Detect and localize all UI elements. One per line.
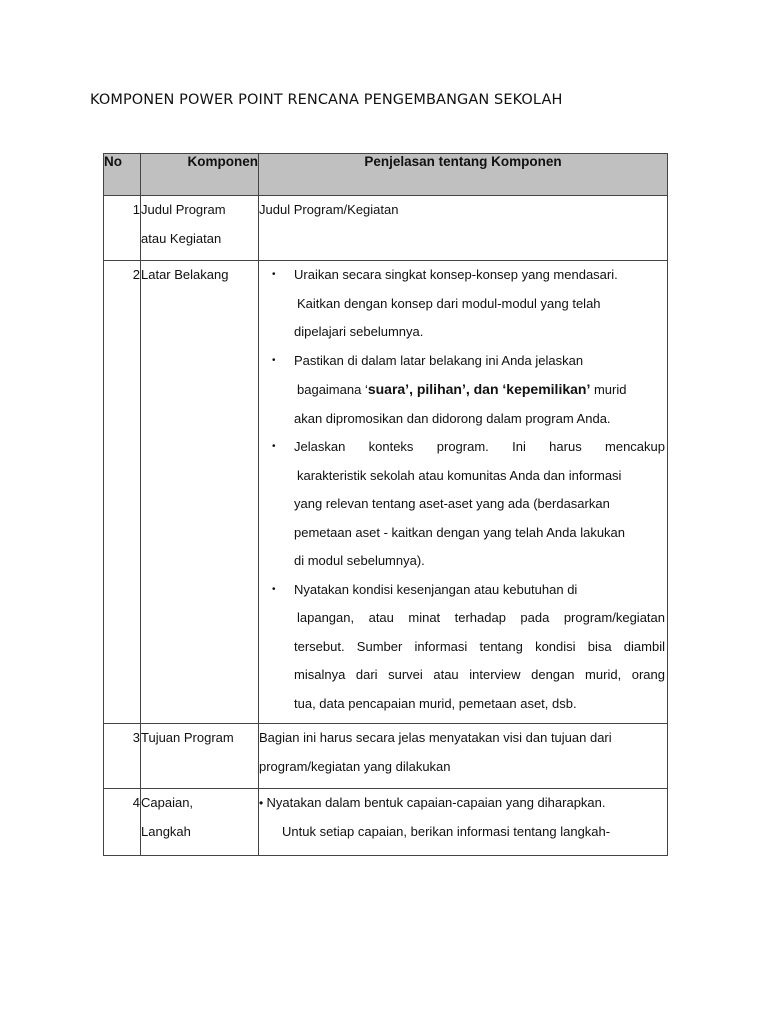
- component-name: [141, 196, 259, 261]
- component-table: [103, 153, 668, 856]
- description-line: program/kegiatan yang dilakukan: [259, 758, 451, 774]
- bullet-line: karakteristik sekolah atau komunitas Anda dan informasi: [297, 467, 622, 483]
- table-row: [104, 261, 668, 724]
- component-description: [259, 724, 668, 789]
- bullet-line: di modul sebelumnya).: [294, 553, 425, 568]
- component-description: Judul Program/Kegiatan: [259, 196, 668, 261]
- header-penjelasan: Penjelasan tentang Komponen: [259, 154, 668, 196]
- table-row: [104, 724, 668, 789]
- component-name: Latar Belakang: [141, 261, 259, 724]
- component-name: [141, 789, 259, 856]
- bullet-icon: •: [272, 441, 276, 452]
- bullet-line: dipelajari sebelumnya.: [294, 324, 424, 339]
- description-line: Untuk setiap capaian, berikan informasi tentang langkah-: [282, 823, 611, 839]
- bullet-line: lapangan, atau minat terhadap pada program/kegiatan: [297, 610, 665, 625]
- bullet-line: Kaitkan dengan konsep dari modul-modul yang telah: [297, 295, 601, 311]
- bullet-item: • Nyatakan dalam bentuk capaian-capaian yang diharapkan.: [259, 795, 606, 810]
- component-name-line: atau Kegiatan: [141, 230, 222, 246]
- table-row: [104, 789, 668, 856]
- bullet-item: [259, 433, 667, 576]
- bullet-line: yang relevan tentang aset-aset yang ada (berdasarkan: [294, 496, 610, 511]
- bullet-line: Pastikan di dalam latar belakang ini Anda jelaskan: [294, 352, 584, 368]
- component-description: [259, 789, 668, 856]
- bullet-icon: •: [272, 269, 276, 280]
- table-header-row: [104, 154, 668, 196]
- bullet-line: tersebut. Sumber informasi tentang kondisi bisa diambil: [294, 638, 665, 654]
- row-number: 4: [104, 789, 141, 856]
- component-name: Tujuan Program: [141, 724, 259, 789]
- row-number: 2: [104, 261, 141, 724]
- bullet-icon: •: [259, 796, 267, 810]
- bullet-line: tua, data pencapaian murid, pemetaan aset, dsb.: [294, 695, 577, 711]
- bullet-line: Nyatakan kondisi kesenjangan atau kebutuhan di: [294, 581, 578, 597]
- bullet-line: Uraikan secara singkat konsep-konsep yang mendasari.: [294, 267, 618, 282]
- description-line: Bagian ini harus secara jelas menyatakan visi dan tujuan dari: [259, 730, 612, 745]
- component-description: [259, 261, 668, 724]
- component-name-line: Capaian,: [141, 795, 194, 810]
- bullet-line: misalnya dari survei atau interview dengan murid, orang: [294, 667, 665, 682]
- bullet-line: Jelaskan konteks program. Ini harus mencakup: [294, 439, 665, 454]
- bullet-list: [259, 261, 667, 718]
- bullet-item: [259, 261, 667, 347]
- row-number: 3: [104, 724, 141, 789]
- bullet-line: pemetaan aset - kaitkan dengan yang telah Anda lakukan: [294, 524, 626, 540]
- component-name-line: Langkah: [141, 823, 191, 839]
- bullet-item: [259, 347, 667, 434]
- bullet-icon: •: [272, 354, 276, 366]
- bullet-icon: •: [272, 583, 276, 595]
- table-row: [104, 196, 668, 261]
- bullet-item: [259, 576, 667, 719]
- component-name-line: Judul Program: [141, 202, 226, 217]
- bullet-line: bagaimana ‘suara’, pilihan’, dan ‘kepemilikan’ murid: [297, 381, 627, 397]
- header-komponen: Komponen: [141, 154, 259, 196]
- header-no: No: [104, 154, 141, 196]
- bullet-line: akan dipromosikan dan didorong dalam program Anda.: [294, 410, 611, 426]
- row-number: 1: [104, 196, 141, 261]
- document-title: KOMPONEN POWER POINT RENCANA PENGEMBANGAN SEKOLAH: [90, 92, 563, 108]
- emphasis-text: suara’, pilihan’, dan ‘kepemilikan’: [367, 381, 591, 397]
